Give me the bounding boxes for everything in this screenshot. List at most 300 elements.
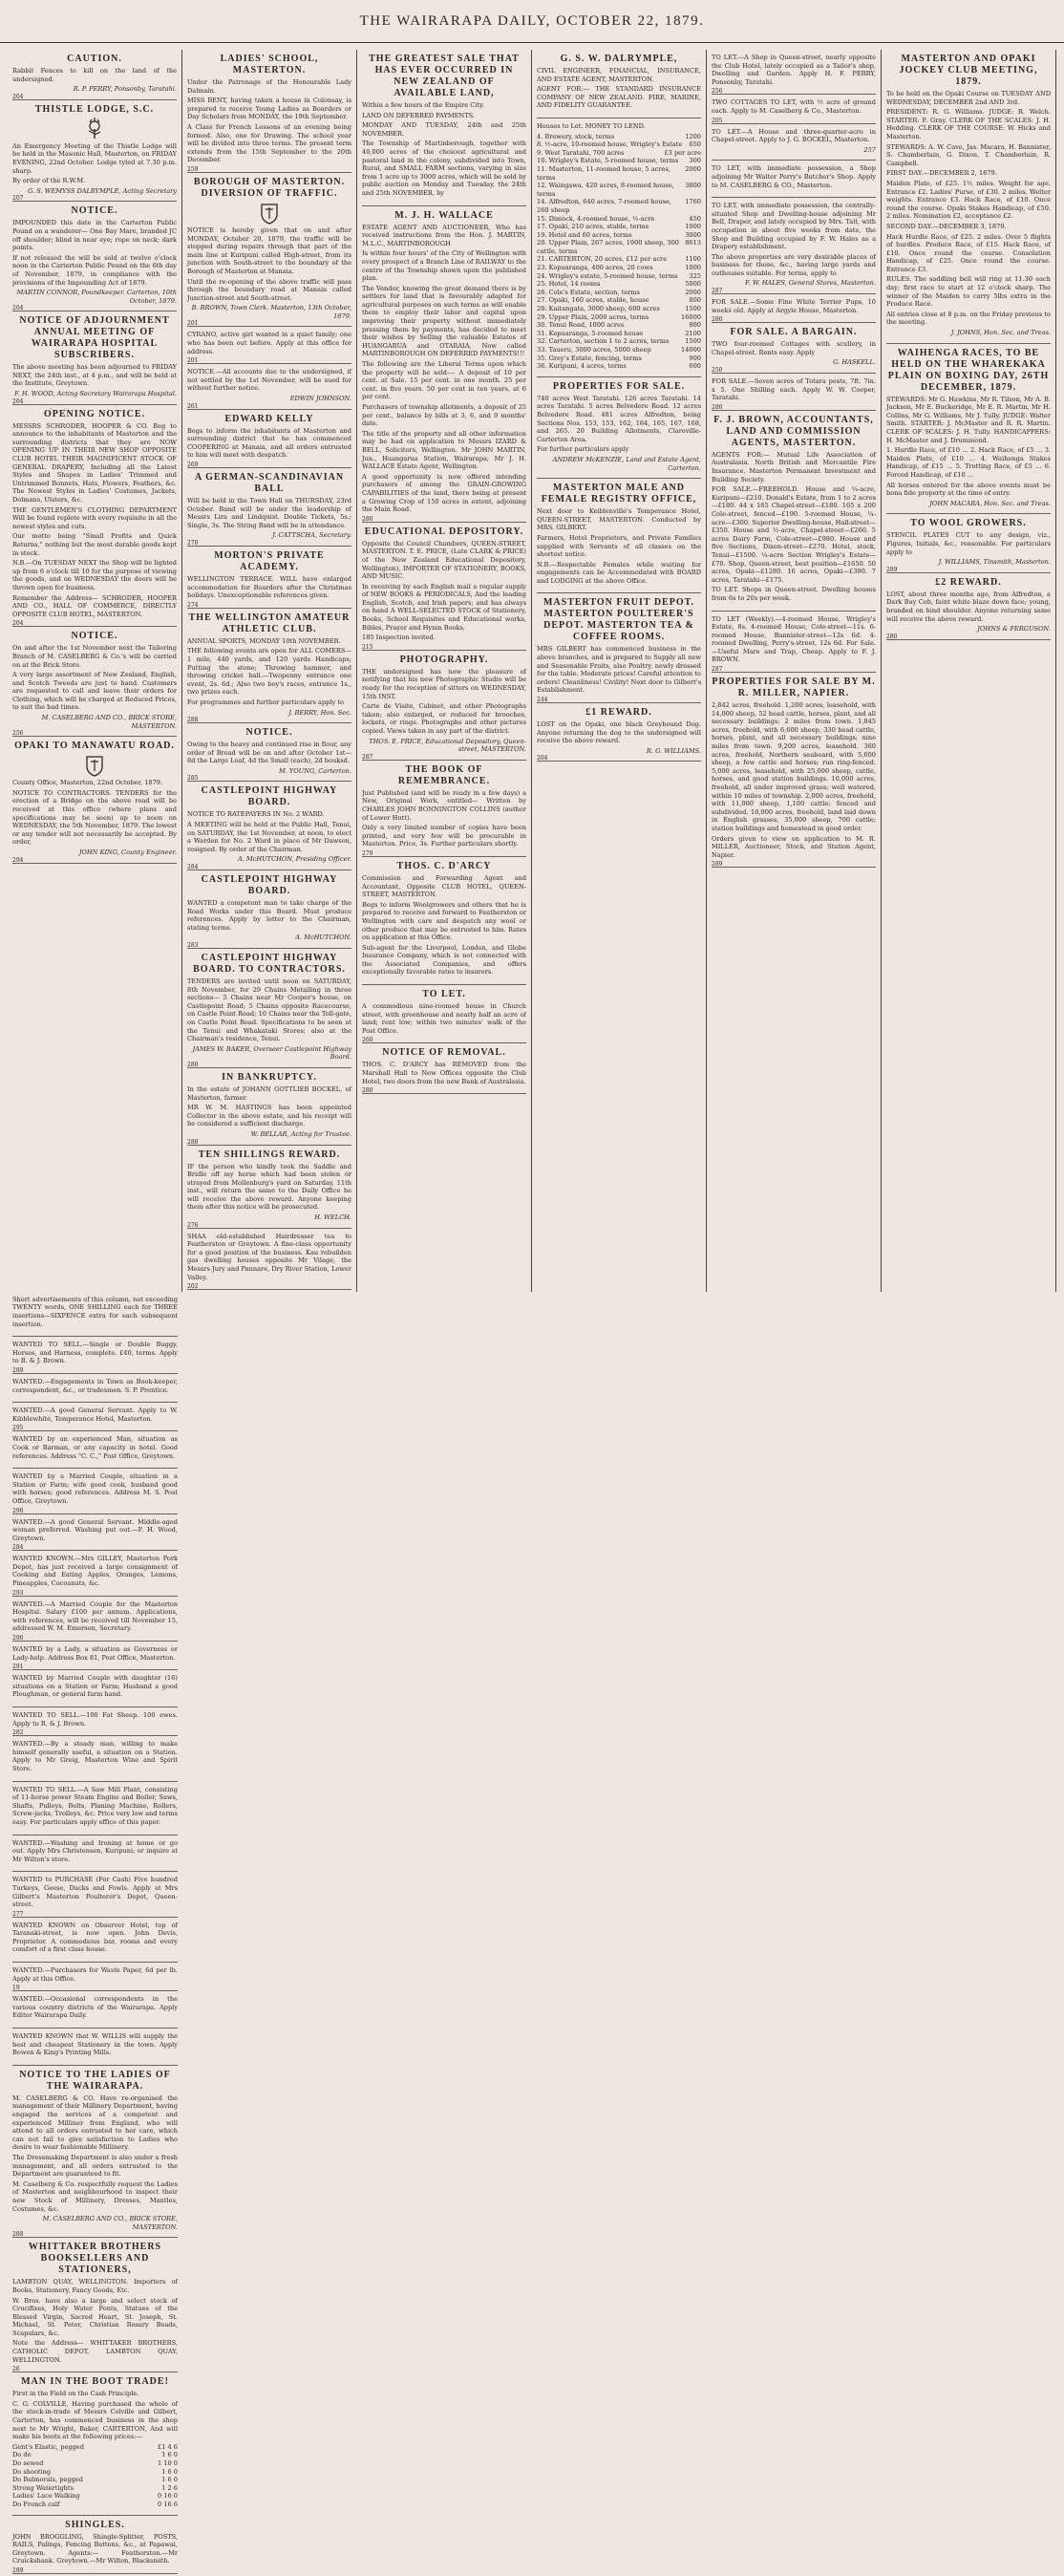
ad-title: CASTLEPOINT HIGHWAY BOARD. <box>201 785 338 808</box>
list-item-label: 25. Hotel, 14 rooms <box>537 280 601 289</box>
ad-paragraph: Orders given to view on application to M. R. MILLER, Auctioneer, Stock, and Station Agent, Napier. <box>712 834 876 859</box>
ad-number: 287 <box>712 666 723 674</box>
ad-paragraph: STEWARDS: A. W. Cave, Jas. Macara, H. Bannister, S. Chamberlain, G. Dixon, T. Chamberlain, R. Campbell. <box>886 142 1051 167</box>
ad-paragraph: Is within four hours' of the City of Wellington with every prospect of a Branch Line of RAILWAY to the centre of the Township shown upon the published plan. <box>362 249 526 283</box>
ad-paragraph: By order of the R.W.M. <box>12 177 86 185</box>
ad-paragraph: Sub-agent for the Liverpool, London, and Globe Insurance Company, which is not connected with the Associated Companies, and offers exceptionally favorable rates to insurers. <box>362 943 526 977</box>
advertisement <box>12 1403 178 1431</box>
ad-paragraph: WANTED.—Engagements in Town as Book-keeper, correspondent, &c., or tradesmen. S. P. Prentice. <box>12 1377 178 1394</box>
list-item-label: Do shooting <box>12 2467 52 2476</box>
ad-paragraph: RULES. The saddling bell will ring at 11.30 each day; first race to start at 12 o'clock sharp. The winner of the Maiden to carry 5lbs extra in the Produce Race. <box>886 275 1051 309</box>
list-item-value: 5000 <box>685 280 701 289</box>
ad-paragraph: Maiden Plate, of £25. 1½ miles. Weight for age. Entrance £2. Ladies' Purse, of £30. 2 miles. Welter weights. Entrance £3. Hack Race, of £10. Once round the course. Opaki Stakes Handicap, of £50. 2 miles. Nomination £2, acceptance £2. <box>886 179 1051 221</box>
ad-number: 269 <box>187 462 199 468</box>
advertisement <box>187 547 351 609</box>
list-item <box>537 215 701 224</box>
ad-paragraph: AGENTS FOR:— Mutual Life Association of Australasia. North British and Mercantile Fire Insurance. Masterton Permanent Investment and Building Society. <box>712 450 876 483</box>
ad-paragraph: FIRST DAY.—DECEMBER 2, 1879. <box>886 169 997 178</box>
advertisement <box>187 410 351 468</box>
ad-signature: B. BROWN, Town Clerk. Masterton, 13th October, 1879. <box>191 304 351 320</box>
list-item <box>537 255 701 264</box>
advertisement <box>187 173 351 328</box>
advertisement <box>187 1146 351 1229</box>
ad-number: 280 <box>362 515 373 523</box>
list-item-label: 29. Upper Plain, 2000 acres, terms <box>537 312 649 321</box>
advertisement <box>187 870 351 949</box>
ad-paragraph: Begs to inform the inhabitants of Masterton and surrounding district that he has commenced COOPERING at Manaia, and all orders entrusted to him will meet with despatch. <box>187 426 351 460</box>
ad-paragraph: FOR SALE.—Seven acres of Totara posts, 7ft. 7in. x 5. One Shilling each. Apply W. W. Cooper, Taratahi. <box>712 377 876 402</box>
list-item-value: 2100 <box>685 329 701 337</box>
ad-paragraph: WANTED.—A good General Servant. Middle-aged woman preferred. Washing put out.—F. H. Wood, Greytown. <box>12 1517 178 1542</box>
advertisement <box>537 703 701 762</box>
ad-paragraph: Owing to the heavy and continued rise in flour, any order of Bread will be on and after October 1st— 8d the Large Loaf, 4d the Small (each), 2d bouksd. <box>187 741 351 765</box>
ad-number: 274 <box>187 601 199 609</box>
ad-title: THE BOOK OF REMEMBRANCE. <box>397 763 491 786</box>
column-5 <box>707 50 882 1292</box>
ad-paragraph: LOST on the Opaki, one black Greyhound Dog. Anyone returning the dog to the undersigned will receive the above reward. <box>537 720 701 745</box>
list-item-value: 325 <box>689 271 701 280</box>
ad-paragraph: WANTED.—Washing and Ironing at home or go out. Apply Mrs Christensen, Kuripuni; or inquire at Mr Wilton's store. <box>12 1838 178 1863</box>
ad-title: CASTLEPOINT HIGHWAY BOARD. TO CONTRACTORS. <box>193 953 346 975</box>
list-item-label: Do sewed <box>12 2459 44 2467</box>
list-item-label: 14. Alfredton, 640 acres, 7-roomed house, 260 sheep <box>537 198 671 214</box>
advertisement <box>187 468 351 547</box>
ad-title: OPAKI TO MANAWATU ROAD. <box>14 741 175 752</box>
advertisement <box>362 523 526 651</box>
ad-signature: G. S. WEMYSS DALRYMPLE, Acting Secretary <box>28 186 177 195</box>
advertisement <box>362 206 526 523</box>
list-item <box>12 2492 178 2501</box>
ad-number: 244 <box>537 697 548 704</box>
ad-signature: W. BELLAR, Acting for Trustee. <box>250 1129 351 1138</box>
list-item-label: 32. Carterton, section 1 to 2 acres, terms <box>537 337 670 346</box>
ad-paragraph: LAND ON DEFERRED PAYMENTS. <box>362 111 475 119</box>
ad-paragraph: TO LET.—A Shop in Queen-street, nearly opposite the Club Hotel, lately occupied as a Tailor's shop, Dwelling and Garden. Apply H. F. PERRY, Ponsonby, Taratahi. <box>712 54 876 86</box>
crest-icon <box>259 202 280 225</box>
ad-paragraph: JOHN BROGGLING, Shingle-Splitter, POSTS, RAILS, Palings, Fencing Battens, &c., at Papawai, Greytown. Agents:— Featherston.—Mr Cruickshank. Greytown.—Mr Wilton, Blacksmith. <box>12 2532 178 2565</box>
list-item <box>537 140 701 149</box>
advertisement <box>12 1642 178 1670</box>
ad-paragraph: TWO four-roomed Cottages with scullery, in Chapel-street. Rents easy. Apply <box>712 340 876 356</box>
list-item-label: 21. CARTERTON, 20 acres, £12 per acre <box>537 255 668 264</box>
ad-paragraph: TO LET. Shops in Queen-street. Dwelling houses from 6s to 20s per week. <box>712 586 876 602</box>
advertisement <box>187 364 351 409</box>
column-3 <box>357 50 532 1292</box>
advertisement <box>712 323 876 374</box>
advertisement <box>12 1963 178 1991</box>
list-item-label: 24. Wrigley's estate, 5-roomed house, terms <box>537 271 678 280</box>
ad-title: BOROUGH OF MASTERTON. DIVERSION OF TRAFFIC. <box>193 176 346 199</box>
ad-title: NOTICE. <box>71 205 118 217</box>
advertisement <box>712 411 876 612</box>
ad-paragraph: On and after the 1st November next the Tailoring Branch of M. CASELBERG & Co.'s will be carried on at the Brick Store. <box>12 644 177 669</box>
ad-signature: R. G. WILLIAMS. <box>646 746 701 755</box>
advertisement <box>537 479 701 593</box>
ad-signature: J. WILLIAMS, Tinsmith, Masterton. <box>938 558 1051 567</box>
ad-title: LADIES' SCHOOL, MASTERTON. <box>220 54 319 75</box>
ad-number: 202 <box>187 1283 199 1291</box>
advertisement <box>886 573 1051 640</box>
ad-paragraph: If not released the will be sold at twelve o'clock noon in the Carterton Public Pound on the 6th day of November, 1879, in compliance with the provisions of the Impounding Act of 1879. <box>12 253 177 287</box>
ad-number: 280 <box>187 1061 199 1068</box>
ad-paragraph: MESSRS SCHRODER, HOOPER & CO. Beg to announce to the inhabitants of Masterton and the surrounding districts that they are NOW OPENING UP IN THEIR NEW SHOP OPPOSITE CLUB HOTEL THEIR MAGNIFICENT STOCK OF GENERAL DRAPERY, Including all the Latest Styles and Shapes in Ladies' Trimmed and Untrimmed Bonnets, Hats, Flowers, Feathers, &c. The Newest Styles in Ladies' Costumes, Jackets, Dolmans, Ulsters, &c. <box>12 421 177 504</box>
ad-paragraph: MONDAY AND TUESDAY, 24th and 25th NOVEMBER. <box>362 121 526 138</box>
ad-title: SHINGLES. <box>65 2519 125 2530</box>
list-item-label: Do Balmorals, pegged <box>12 2476 83 2484</box>
advertisement <box>712 198 876 294</box>
advertisement <box>12 1707 178 1736</box>
list-item-label: Ladies' Lace Walking <box>12 2492 80 2501</box>
ad-paragraph: WANTED KNOWN on Observer Hotel, top of Taranaki-street, is now open. John Devis, Proprietor. A commodious bar, rooms and every comfort of a first class house. <box>12 1921 178 1954</box>
ad-title: MAN IN THE BOOT TRADE! <box>21 2376 169 2388</box>
ad-number: 288 <box>187 1138 199 1146</box>
crest-icon <box>84 754 105 777</box>
ad-paragraph: 185 Inspection invited. <box>362 633 436 642</box>
ad-signature: M. CASELBERG AND CO., BRICK STORE, MASTERTON. <box>42 2215 178 2231</box>
ad-paragraph: The Vendor, knowing the great demand there is by settlers for land that is favourably adapted for agricultural purposes on such terms as will enable them to employ their labor and capital upon improving their property without immediately pressing them by payments, has decided to meet their wishes by Selling the valuable Estates of HUANGARUA and OTARAIA, Now called MARTINBOROUGH ON DEFERRED PAYMENTS!!! <box>362 284 526 358</box>
ad-paragraph: SHAA old-established Hairdresser tea to Featherston or Greytown. A fine-class opportunity for a good position of the business. Kau rebuilden gas dwelling houses opposite Mr Vilage, the Messrs Jury and Pannare, Dry River Station, Lower Valley. <box>187 1232 351 1281</box>
list-item-value: 1 2 6 <box>161 2483 178 2492</box>
ad-paragraph: W. Bros. have also a large and select stock of Crucifixes, Holy Water Fonts, Statues of the Blessed Virgin, Sacred Heart, St. Joseph, St. Michael, St. Peter, Christian Rosary Beads, Scapulars, &c. <box>12 2296 178 2337</box>
advertisement <box>12 2516 178 2574</box>
list-item-value: 800 <box>689 296 701 305</box>
list-item <box>12 2501 178 2509</box>
ad-paragraph: WANTED.—Occasional correspondents in the various country districts of the Wairarapa. Apply Editor Wairarapa Daily. <box>12 1995 178 2020</box>
list-item <box>537 289 701 297</box>
list-item-value: 300 <box>689 157 701 165</box>
advertisement <box>362 1043 526 1094</box>
ad-number: 256 <box>712 88 723 96</box>
ad-number: 207 <box>12 195 24 203</box>
ad-paragraph: AGENT FOR:— THE STANDARD INSURANCE COMPANY OF NEW ZEALAND. FIRE, MARINE, AND FIDELITY GUARANTEE. <box>537 85 701 110</box>
advertisement <box>187 1229 351 1291</box>
ad-number: 260 <box>362 1037 373 1044</box>
advertisement <box>12 1918 178 1963</box>
ad-title: CAUTION. <box>67 54 122 64</box>
list-item-value: 1760 <box>685 198 701 206</box>
advertisement <box>886 514 1051 572</box>
ad-title: MASTERTON FRUIT DEPOT. MASTERTON POULTERER'S DEPOT. MASTERTON TEA & COFFEE ROOMS. <box>543 597 695 643</box>
list-item-label: 31. Kopuaranga, 5-roomed house <box>537 329 644 337</box>
ad-paragraph: Short advertisements of this column, not exceeding TWENTY words, ONE SHILLING each for THREE insertions—SIXPENCE extra for each subsequent insertion. <box>12 1295 178 1328</box>
ad-paragraph: CIVIL ENGINEER, FINANCIAL, INSURANCE, AND ESTATE AGENT, MASTERTON. <box>537 67 701 83</box>
list-item-label: 8. ½-acre, 10-roomed house, Wrigley's Estate <box>537 140 683 149</box>
ad-number: 250 <box>712 367 723 375</box>
ad-signature: JOHNS & FERGUSON. <box>977 625 1051 633</box>
advertisement <box>12 50 177 100</box>
ad-paragraph: STEWARDS: Mr G. Hawkins, Mr R. Tilson, Mr A. B. Jackson, Mr E. Buckeridge, Mr E. R. Martin, Mr H. Collins, Mr G. Williams, Mr J. Tully. JUDGE: Walter Smith. STARTER: J. McMaster and R. R. Martin. CLERK OF SCALES: J. H. Tully. HANDICAPPERS: H. McMaster and J. Drummond. <box>886 395 1051 444</box>
ad-paragraph: WANTED to PURCHASE (For Cash) Five hundred Turkeys, Geese, Ducks and Fowls. Apply at Mrs Gilbert's Masterton Poulterer's Depot, Queen-street. <box>12 1876 178 1909</box>
list-item-value: 1500 <box>685 305 701 313</box>
advertisement <box>187 949 351 1068</box>
list-item <box>537 264 701 272</box>
ad-signature: EDWIN JOHNSON. <box>289 395 351 403</box>
ad-paragraph: WELLINGTON TERRACE. WILL have enlarged accommodation for Boarders after the Christmas holidays. Unexceptionable references given. <box>187 574 351 600</box>
ad-paragraph: A commodious nine-roomed house in Church street, with greenhouse and nearly half an acre of land; rent low; within two minutes' walk of the Post Office. <box>362 1002 526 1035</box>
ad-paragraph: THE following events are open for ALL COMERS— 1 mile, 440 yards, and 120 yards Handicaps; Putting the stone; Throwing hammer, and throwing cricket ball.—Twopenny entrance one event, 2s. 6d.; Also two boy's races, entrance 1s., two prizes each. <box>187 647 351 697</box>
list-item-label: 23. Kopuaranga, 400 acres, 20 cows <box>537 264 653 272</box>
list-item-value: 450 <box>689 214 701 223</box>
list-item-value: 1 10 0 <box>158 2459 178 2467</box>
advertisement <box>12 202 177 311</box>
ad-paragraph: THOS. C. D'ARCY has REMOVED from the Marshall Hall to New Offices opposite the Club Hotel, two doors from the new Bank of Australasia. <box>362 1061 526 1085</box>
ad-paragraph: CYRANO, active girl wanted in a quiet family; one who has been out before. Apply at this office for address. <box>187 331 351 355</box>
list-item-value: 600 <box>689 362 701 371</box>
list-item-value: 1 6 0 <box>161 2467 178 2476</box>
advertisement <box>187 50 351 173</box>
ad-signature: F. W. HALES, General Stores, Masterton. <box>745 279 876 288</box>
ad-number: 201 <box>187 320 199 328</box>
ad-number: 204 <box>12 620 24 628</box>
advertisement <box>712 673 876 868</box>
ad-paragraph: An Emergency Meeting of the Thistle Lodge will be held in the Masonic Hall, Masterton, on FRIDAY EVENING, 22nd October. Lodge tyled at 7.30 p.m. sharp. <box>12 141 177 175</box>
list-item <box>537 198 701 214</box>
ad-number: 295 <box>12 1425 24 1432</box>
ad-number: 285 <box>187 775 199 783</box>
list-item <box>537 337 701 346</box>
column-2 <box>182 50 357 1292</box>
ad-title: MASTERTON MALE AND FEMALE REGISTRY OFFICE, <box>541 483 697 505</box>
ad-paragraph: NOTICE TO RATEPAYERS IN No. 2 WARD. <box>187 810 325 819</box>
advertisement <box>886 344 1051 515</box>
list-item <box>537 280 701 289</box>
advertisement <box>12 1835 178 1873</box>
ad-signature: A. McHUTCHON. <box>295 934 351 942</box>
advertisement <box>12 1872 178 1917</box>
list-item <box>537 133 701 141</box>
list-item-label: 9. West Taratahi, 700 acres <box>537 148 625 157</box>
ad-title: OPENING NOTICE. <box>43 408 146 419</box>
column-1 <box>8 50 182 1292</box>
ad-title: PROPERTIES FOR SALE BY M. R. MILLER, NAPIER. <box>712 676 876 699</box>
advertisement <box>712 161 876 198</box>
ad-paragraph: IF the person who kindly took the Saddle and Bridle off my horse which had been stolen or strayed from Mollenburg's yard on Saturday, 11th inst., will return the same to the Daily Office he will receive the above reward. Anyone keeping them after this notice will be prosecuted. <box>187 1162 351 1212</box>
ad-paragraph: 2,842 acres, freehold. 1,200 acres, leasehold, with 14,000 sheep, 52 head cattle, horses, plant, and all necessary buildings; 2 miles from town. 1,845 acres, freehold, with 6,600 sheep, 330 head cattle, horses, plant, and all necessary buildings; nine miles from town. 9,200 acres, leasehold. 360 acres, freehold, Northern seaboard, with 5,600 sheep, a few cattle and horses; run ring-fenced. 5,000 acres, leasehold, with 25,000 sheep, cattle, horses, and good station buildings. 10,000 acres, freehold, all under improved grass; well watered, within 10 miles of township. 2,000 acres, freehold, with 11,000 sheep, 1,100 cattle; fenced and subdivided. 10,000 acres, freehold, land laid down in English grasses, 35,000 sheep, 700 cattle; station buildings and homestead in good order. <box>712 701 876 832</box>
ad-paragraph: A very large assortment of New Zealand, English, and Scotch Tweeds are just to hand. Customers are requested to call and leave their orders for Clothing, which will be charged at Reduced Prices, to suit the bad times. <box>12 671 177 712</box>
ad-paragraph: WANTED KNOWN that W. WILLIS will supply the best and cheapest Stationery in the town. Apply Bowen & King's Printing Mills. <box>12 2032 178 2057</box>
ad-paragraph: TO LET.—A House and three-quarter-acre in Chapel-street. Apply to J. G. BOCKEL, Masterton. <box>712 127 876 144</box>
ad-paragraph: Only a very limited number of copies have been printed, and very few will be procurable in Masterton. Price, 3s. Further particulars shortly. <box>362 824 526 848</box>
ad-paragraph: WANTED TO SELL.—Single or Double Buggy, Horses, and Harness, complete. £40, terms. Apply to B. & J. Brown. <box>12 1341 178 1365</box>
advertisement <box>12 1551 178 1596</box>
list-item-value: 3000 <box>685 230 701 239</box>
list-item <box>537 330 701 338</box>
advertisement <box>712 95 876 123</box>
list-item-value: 0 16 0 <box>158 2492 178 2501</box>
list-item-value: 0 16 6 <box>158 2500 178 2508</box>
ad-paragraph: Carte de Visite, Cabinet, and other Photographs taken; also enlarged, or reduced for brooches, lockets, or rings. Photographs and other pictures copied. Views taken in any part of the district. <box>362 702 526 735</box>
list-item-label: Do French calf <box>12 2500 60 2508</box>
advertisement <box>712 612 876 674</box>
list-item-label: 28. Kaitangata, 3000 sheep, 600 acres <box>537 305 660 313</box>
ad-number: 293 <box>12 1589 24 1597</box>
ad-paragraph: WANTED by a Married Couple, situation in a Station or Farm; wife good cook, husband good with horses; good references. Address M. S. Post Office, Greytown. <box>12 1472 178 1505</box>
advertisement <box>12 1782 178 1835</box>
ad-title: WHITTAKER BROTHERS BOOKSELLERS AND STATIONERS, <box>28 2242 162 2276</box>
ad-title: £1 REWARD. <box>585 707 652 719</box>
ad-paragraph: Just Published (and will be ready in a few days) a New, Original Work, entitled— Written by CHARLES JOHN BONNINGTON COLLINS (author of Lower Hutt). <box>362 788 526 822</box>
list-item <box>537 354 701 363</box>
list-item-value: 3800 <box>685 182 701 190</box>
columns-container <box>8 50 1056 2574</box>
advertisement <box>12 2238 178 2372</box>
ad-number: 282 <box>12 1729 24 1737</box>
ad-title: M. J. H. WALLACE <box>394 209 494 221</box>
ad-number: 280 <box>712 403 723 411</box>
ad-paragraph: LAMBTON QUAY, WELLINGTON. Importers of Books, Stationery, Fancy Goods, Etc. <box>12 2278 178 2294</box>
ad-signature: M. CASELBERG AND CO., BRICK STORE, MASTERTON. <box>41 714 177 730</box>
ad-paragraph: WANTED.—Purchasers for Waste Paper, 6d per lb. Apply at this Office. <box>12 1966 178 1983</box>
advertisement <box>12 1431 178 1469</box>
list-item <box>537 305 701 313</box>
ad-paragraph: WANTED.—A good General Servant. Apply to W. Kibblewhite, Temperance Hotel, Masterton. <box>12 1406 178 1423</box>
ad-number: 276 <box>187 1221 199 1229</box>
list-item-label: 17. Opaki, 210 acres, stable, terms <box>537 223 649 231</box>
list-item-value: 14000 <box>681 346 701 354</box>
advertisement <box>12 2066 178 2239</box>
ad-paragraph: NOTICE is hereby given that on and after MONDAY, October 20, 1879, the traffic will be stopped during repairs through that part of the main line at Kuripuni called High-street, from its junction with South-street to the boundary of the Borough of Masterton at Manaia. <box>187 225 351 275</box>
advertisement <box>12 1736 178 1781</box>
ad-title: TEN SHILLINGS REWARD. <box>198 1148 341 1160</box>
column-7 <box>8 1292 182 2576</box>
advertisement <box>886 50 1051 344</box>
advertisement <box>187 609 351 723</box>
ad-number: 284 <box>187 864 199 871</box>
ad-paragraph: WANTED by a Lady, a situation as Governess or Lady-help. Address Box 81, Post Office, Masterton. <box>12 1645 178 1662</box>
ad-number: 294 <box>12 856 24 864</box>
ad-title: F. J. BROWN, ACCOUNTANTS, LAND AND COMMISSION AGENTS, MASTERTON. <box>713 414 874 448</box>
advertisement <box>12 1514 178 1552</box>
ad-title: THE GREATEST SALE THAT HAS EVER OCCURRED IN NEW ZEALAND OF AVAILABLE LAND, <box>369 54 520 98</box>
list-item <box>537 272 701 281</box>
ad-paragraph: MISS BENT, having taken a house in Colonsay, is prepared to receive Young Ladies as Boarders or Day Scholars from MONDAY, the 19th September. <box>187 97 351 121</box>
list-item-label: Gent's Elastic, pegged <box>12 2442 84 2451</box>
list-item-label: Strong Watertights <box>12 2483 74 2492</box>
ad-paragraph: Commission and Forwarding Agent and Accountant, Opposite CLUB HOTEL, QUEEN-STREET, MASTERTON. <box>362 873 526 899</box>
advertisement <box>362 985 526 1043</box>
ad-number: 259 <box>187 165 199 173</box>
list-item-label: 26. Cole's Estate, section, terms <box>537 288 640 296</box>
ad-signature: THOS. E. PRICE, Educational Depository, Queen-street, MASTERTON. <box>369 737 526 754</box>
list-item-label: 30. Tenui Road, 1000 acres <box>537 321 625 330</box>
list-item-value: 1000 <box>685 223 701 231</box>
ad-paragraph: TO LET, with immediate possession, a Shop adjoining Mr Walter Perry's Butcher's Shop. Apply to M. CASELBERG & CO., Masterton. <box>712 164 876 189</box>
ad-paragraph: M. CASELBERG & CO. Have re-organised the management of their Millinery Department, having engaged the services of a competent and experienced Milliner from England, who will attend to all orders entrusted to her care, which can not fail to give satisfaction to Ladies who desire to wear fashionable Millinery. <box>12 2093 178 2152</box>
column-6 <box>882 50 1056 1292</box>
ad-paragraph: Purchasers of township allotments, a deposit of 25 per cent., balance by bills at 3, 6, and 9 months' date. <box>362 403 526 428</box>
advertisement <box>712 294 876 323</box>
advertisement <box>12 1991 178 2029</box>
ad-signature: H. WELCH. <box>314 1213 351 1222</box>
ad-title: PHOTOGRAPHY. <box>399 654 489 665</box>
list-item <box>537 223 701 231</box>
list-item <box>12 2451 178 2459</box>
list-item <box>12 2459 178 2468</box>
list-item-label: 19. Hotel and 60 acres, terms <box>537 230 632 239</box>
ad-number: 288 <box>187 717 199 724</box>
ad-paragraph: In the estate of JOHANN GOTTLIEB BOCKEL, of Masterton, farmer. <box>187 1084 351 1102</box>
ad-number: 280 <box>712 316 723 324</box>
ad-number: 289 <box>886 566 898 573</box>
ad-title: TO LET. <box>422 989 466 1000</box>
advertisement <box>12 100 177 203</box>
list-item-value: 1100 <box>685 255 701 264</box>
ad-paragraph: A MEETING will be held at the Public Hall, Tenui, on SATURDAY, the 1st November, at noon, to elect a Warden for No. 2 Ward in place of Mr Dawson, resigned. By order of the Chairman. <box>187 821 351 853</box>
list-item-label: 10. Wrigley's Estate, 5-roomed house, terms <box>537 157 679 165</box>
list-item-value: £1 4 6 <box>158 2442 178 2451</box>
list-item-value: 8613 <box>685 239 701 247</box>
ad-number: 204 <box>12 397 24 405</box>
ad-signature: A. McHUTCHON, Presiding Officer. <box>237 855 351 864</box>
ad-paragraph: All entries close at 8 p.m. on the Friday previous to the meeting. <box>886 310 1051 327</box>
ad-paragraph: STENCIL PLATES CUT to any design, viz., Figures, Initials, &c., reasonable. For particulars apply to <box>886 531 1051 556</box>
advertisement <box>12 1597 178 1642</box>
ad-paragraph: First in the Field on the Cash Principle. <box>12 2390 139 2398</box>
ad-title: THOS. C. D'ARCY <box>396 860 492 871</box>
ad-paragraph: C. G. COLVILLE, Having purchased the whole of the stock-in-trade of Messrs Colville and Gilbert, Carterton, has commenced business in the shop next to Mr Wright, Baker, CARTERTON, And will make his boots at the following prices:— <box>12 2399 178 2441</box>
ad-paragraph: LOST, about three months ago, from Alfredton, a Dark Bay Cob, faint white blaze down face; young, branded on hind shoulder. Anyone returning same will receive the above reward. <box>886 590 1051 623</box>
ad-title: MASTERTON AND OPAKI JOCKEY CLUB MEETING, 1879. <box>899 54 1038 87</box>
ad-paragraph: Within a few hours of the Empire City. <box>362 101 485 109</box>
masthead <box>0 0 1064 43</box>
ad-number: 261 <box>187 402 199 410</box>
list-item <box>12 2484 178 2493</box>
advertisement <box>537 377 701 479</box>
ad-paragraph: Opposite the Council Chambers, QUEEN-STREET, MASTERTON. T. E. PRICE, (Late CLARK & PRICE) of the New Zealand Educational Depository, Wellington), IMPORTER OF STATIONERY, BOOKS, AND MUSIC. <box>362 539 526 581</box>
advertisement <box>12 1374 178 1403</box>
ad-paragraph: Will be held in the Town Hall on THURSDAY, 23rd October. Band will be under the leadership of Messrs Lira and Lindquist. Double Tickets, 5s.; Single, 3s. The String Band will be in attendance. <box>187 497 351 529</box>
ad-number: 26 <box>12 2366 20 2373</box>
list-item <box>537 157 701 165</box>
ad-paragraph: SECOND DAY.—DECEMBER 3, 1879. <box>886 222 1007 230</box>
advertisement <box>537 118 701 377</box>
ad-paragraph: MRS GILBERT has commenced business in the above branches, and is prepared to Supply all new and Seasonable Fruits, also Poultry, newly dressed for the table. Moderate prices! Careful attention to orders! Cleanliness! Civility! Next door to Gilbert's Establishment. <box>537 645 701 695</box>
ad-number: 289 <box>12 1366 24 1374</box>
list-item-label: 20. Upper Plain, 267 acres, 1900 sheep, 300 cattle, terms <box>537 239 680 255</box>
ad-paragraph: A Class for French Lessons of an evening being formed. Also, one for Drawing. The school year will be divided into three terms. The present term extends from the 15th September to the 20th December. <box>187 122 351 164</box>
ad-number: 290 <box>12 1507 24 1514</box>
column-4 <box>532 50 707 1292</box>
advertisement <box>187 1068 351 1146</box>
advertisement <box>12 2372 178 2515</box>
ad-paragraph: MR W. M. HASTINGS has been appointed Collector in the above estate, and his receipt will be considered a sufficient discharge. <box>187 1104 351 1128</box>
ad-number: 256 <box>12 730 24 738</box>
ad-number: 204 <box>12 305 24 312</box>
ad-title: TO WOOL GROWERS. <box>910 518 1027 529</box>
ad-paragraph: WANTED.—A Married Couple for the Masterton Hospital. Salary £100 per annum. Applications, with references, will be received till November 15, addressed W. M. Emerson, Secretary. <box>12 1599 178 1633</box>
ad-number: 288 <box>12 2231 24 2239</box>
advertisement <box>362 761 526 857</box>
ad-number: 283 <box>187 942 199 949</box>
ad-number: 204 <box>12 93 24 100</box>
ad-paragraph: Note the Address— WHITTAKER BROTHERS, CATHOLIC DEPOT, LAMBTON QUAY, WELLINGTON. <box>12 2339 178 2364</box>
advertisement <box>712 124 876 161</box>
advertisement <box>12 311 177 404</box>
ad-signature: J. JOHNS, Hon. Sec. and Treas. <box>950 329 1051 337</box>
advertisement <box>712 374 876 411</box>
ad-signature: JOHN MACARA, Hon. Sec. and Treas. <box>929 499 1051 507</box>
ad-paragraph: WANTED TO SELL.—100 Fat Sheep. 100 ewes. Apply to R. & J. Brown. <box>12 1711 178 1728</box>
ad-paragraph: WANTED.—By a steady man, willing to make himself generally useful, a situation on a Station. Apply to Mr Greig, Masterton Wine and Spirit Store. <box>12 1740 178 1772</box>
ad-paragraph: Farmers, Hotel Proprietors, and Private Families supplied with Servants of all classes on the shortest notice. <box>537 533 701 559</box>
ad-paragraph: TO LET, with immediate possession, the centrally-situated Shop and Dwelling-house adjoining Mr Bell, Draper, and lately occupied by Mrs. Tait, with occupation in about five weeks from date, the Shop and Building occupied by F. W. Hales as a Drapery establishment. <box>712 202 876 251</box>
advertisement <box>12 1670 178 1707</box>
advertisement <box>362 857 526 985</box>
ad-number: 279 <box>362 849 373 857</box>
ad-number: 290 <box>12 1635 24 1642</box>
ad-paragraph: WANTED a competent man to take charge of the Road Works under this Board. Must produce references. Apply by letter to the Chairman, stating terms. <box>187 899 351 932</box>
ad-number: 204 <box>537 755 548 762</box>
